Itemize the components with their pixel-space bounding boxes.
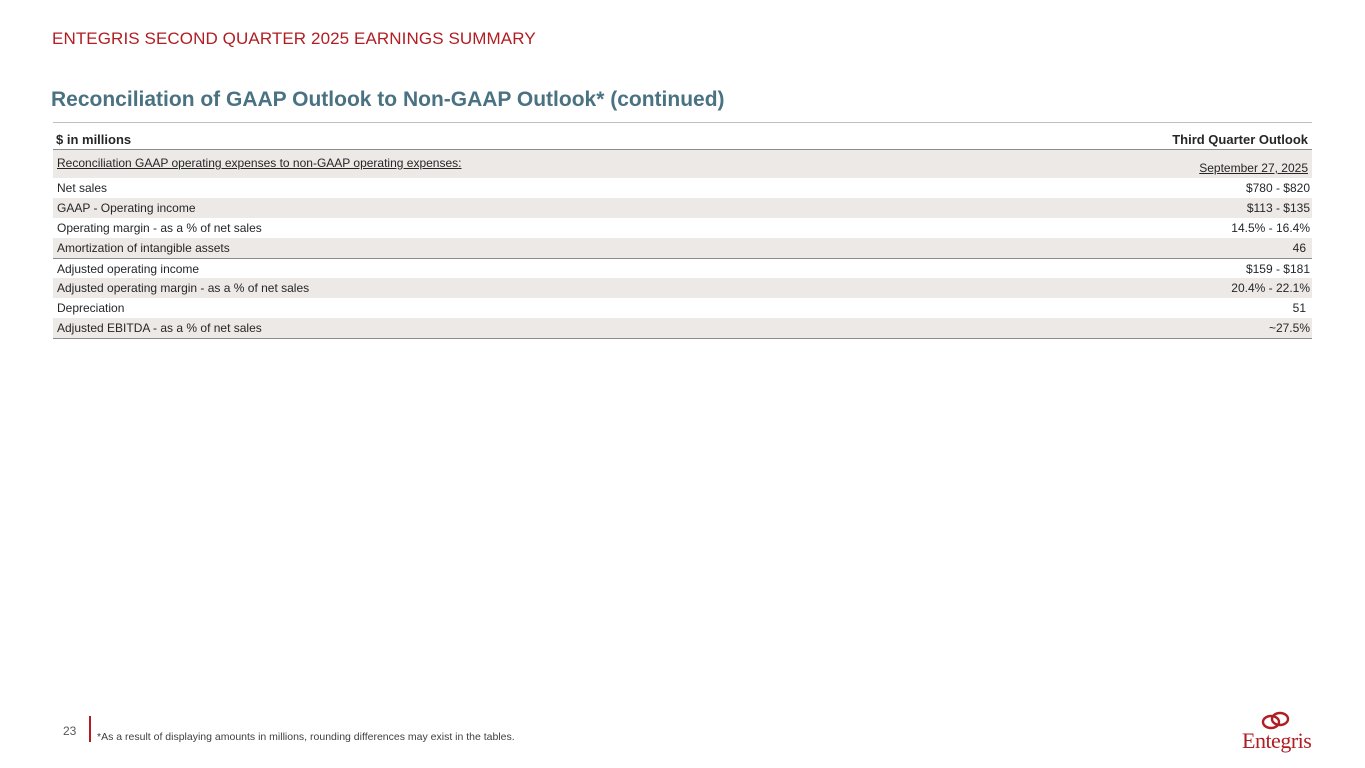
row-value: $113 - $135 — [1246, 201, 1310, 215]
reconciliation-table — [53, 122, 1312, 339]
column-header: Third Quarter Outlook — [1172, 132, 1308, 147]
row-label: Amortization of intangible assets — [57, 241, 230, 255]
page-title: Reconciliation of GAAP Outlook to Non-GAAP Outlook* (continued) — [51, 88, 725, 111]
table-row — [53, 238, 1312, 258]
row-label: Operating margin - as a % of net sales — [57, 221, 262, 235]
table-header-row — [53, 123, 1312, 150]
row-label: Adjusted operating margin - as a % of net sales — [57, 281, 310, 295]
row-value: 46 — [1292, 241, 1306, 255]
row-label: Adjusted operating income — [57, 262, 200, 276]
section-label: Reconciliation GAAP operating expenses to non-GAAP operating expenses: — [57, 156, 462, 170]
page-number: 23 — [63, 724, 77, 738]
row-label: Depreciation — [57, 301, 125, 315]
row-value: 20.4% - 22.1% — [1231, 281, 1310, 295]
table-row — [53, 258, 1312, 278]
row-label: GAAP - Operating income — [57, 201, 196, 215]
table-row — [53, 278, 1312, 298]
footer-note: *As a result of displaying amounts in millions, rounding differences may exist in the tables. — [97, 731, 515, 743]
row-value: ~27.5% — [1268, 321, 1310, 335]
row-label: Net sales — [57, 181, 108, 195]
table-row — [53, 298, 1312, 318]
period-label: September 27, 2025 — [1199, 161, 1308, 175]
table-row — [53, 178, 1312, 198]
row-value: $159 - $181 — [1245, 262, 1310, 276]
row-label: Adjusted EBITDA - as a % of net sales — [57, 321, 262, 335]
logo-wordmark: Entegris — [1242, 728, 1312, 753]
unit-label: $ in millions — [56, 132, 132, 147]
table-row — [53, 318, 1312, 339]
table-row — [53, 198, 1312, 218]
row-value: 51 — [1292, 301, 1306, 315]
table-row — [53, 218, 1312, 238]
header-title: ENTEGRIS SECOND QUARTER 2025 EARNINGS SUMMARY — [52, 29, 536, 48]
row-value: 14.5% - 16.4% — [1231, 221, 1310, 235]
footer-divider — [89, 716, 91, 742]
entegris-logo — [1242, 711, 1316, 755]
table-section-row — [53, 150, 1312, 178]
row-value: $780 - $820 — [1245, 181, 1310, 195]
